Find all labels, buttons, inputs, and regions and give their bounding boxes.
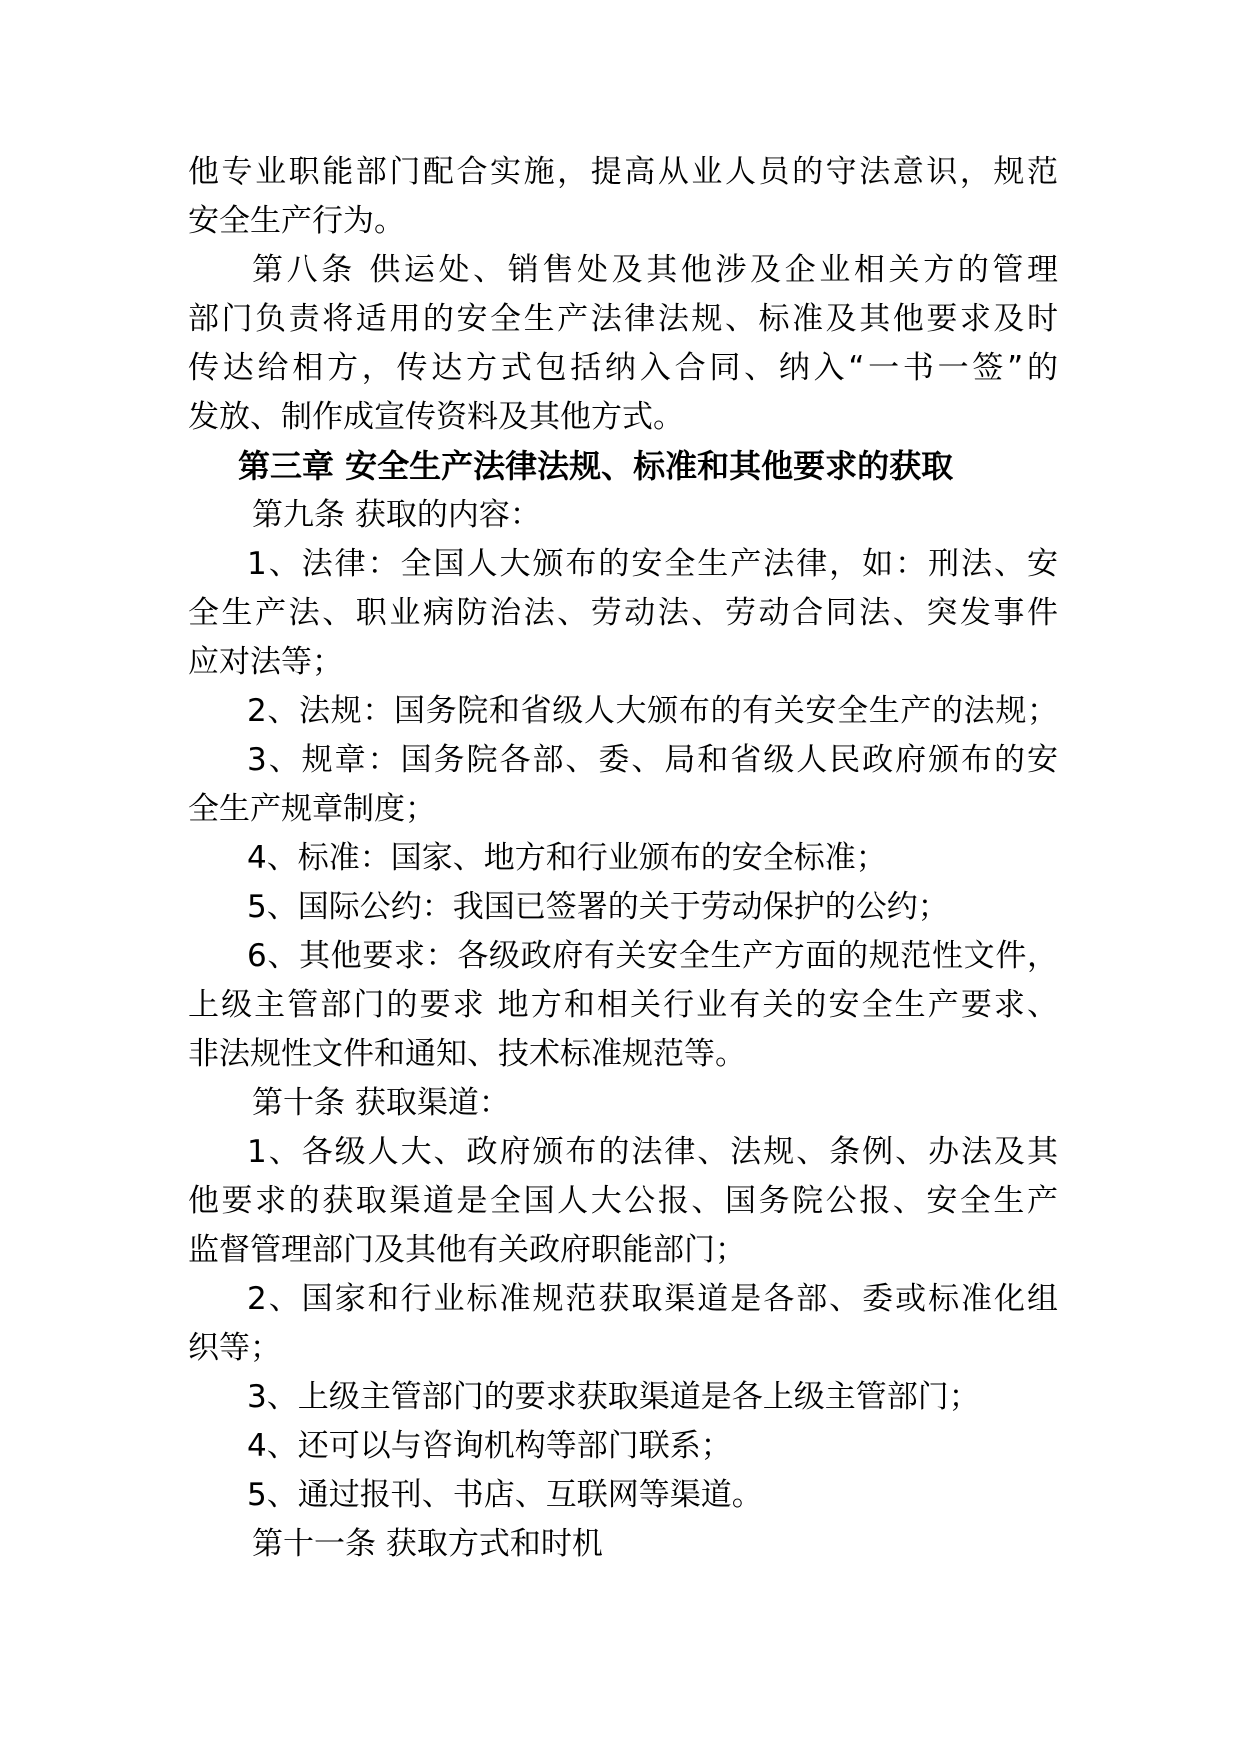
article-9-heading: 第九条 获取的内容： — [252, 497, 541, 533]
article-10-heading: 第十条 获取渠道： — [252, 1085, 510, 1121]
text-line: 非法规性文件和通知、技术标准规范等。 — [188, 1036, 746, 1072]
list-item: 1、法律：全国人大颁布的安全生产法律，如：刑法、安 — [247, 546, 1058, 582]
chapter-3-title: 第三章 安全生产法律法规、标准和其他要求的获取 — [238, 447, 954, 485]
list-item: 5、国际公约：我国已签署的关于劳动保护的公约； — [247, 889, 949, 925]
list-item: 3、规章：国务院各部、委、局和省级人民政府颁布的安 — [247, 742, 1058, 778]
text-line: 织等； — [188, 1330, 281, 1366]
text-line: 他要求的获取渠道是全国人大公报、国务院公报、安全生产 — [188, 1183, 1058, 1219]
list-item: 5、通过报刊、书店、互联网等渠道。 — [247, 1477, 763, 1513]
text-line: 发放、制作成宣传资料及其他方式。 — [188, 399, 684, 435]
list-item: 3、上级主管部门的要求获取渠道是各上级主管部门； — [247, 1379, 980, 1415]
list-item: 2、法规：国务院和省级人大颁布的有关安全生产的法规； — [247, 693, 1058, 729]
text-line: 全生产法、职业病防治法、劳动法、劳动合同法、突发事件 — [188, 595, 1058, 631]
text-line: 传达给相方，传达方式包括纳入合同、纳入“一书一签”的 — [188, 350, 1058, 386]
text-line: 应对法等； — [188, 644, 343, 680]
list-item: 2、国家和行业标准规范获取渠道是各部、委或标准化组 — [247, 1281, 1058, 1317]
list-item: 4、标准：国家、地方和行业颁布的安全标准； — [247, 840, 887, 876]
list-item: 1、各级人大、政府颁布的法律、法规、条例、办法及其 — [247, 1134, 1058, 1170]
text-line: 上级主管部门的要求 地方和相关行业有关的安全生产要求、 — [188, 987, 1058, 1023]
text-line: 全生产规章制度； — [188, 791, 436, 827]
text-line: 部门负责将适用的安全生产法律法规、标准及其他要求及时 — [188, 301, 1058, 337]
document-page — [188, 148, 1058, 1569]
text-line: 安全生产行为。 — [188, 203, 405, 239]
article-8-heading: 第八条 供运处、销售处及其他涉及企业相关方的管理 — [252, 252, 1058, 288]
text-line: 他专业职能部门配合实施，提高从业人员的守法意识，规范 — [188, 154, 1058, 190]
article-11-heading: 第十一条 获取方式和时机 — [252, 1526, 603, 1562]
text-line: 监督管理部门及其他有关政府职能部门； — [188, 1232, 746, 1268]
list-item: 4、还可以与咨询机构等部门联系； — [247, 1428, 732, 1464]
list-item: 6、其他要求：各级政府有关安全生产方面的规范性文件， — [247, 938, 1058, 974]
